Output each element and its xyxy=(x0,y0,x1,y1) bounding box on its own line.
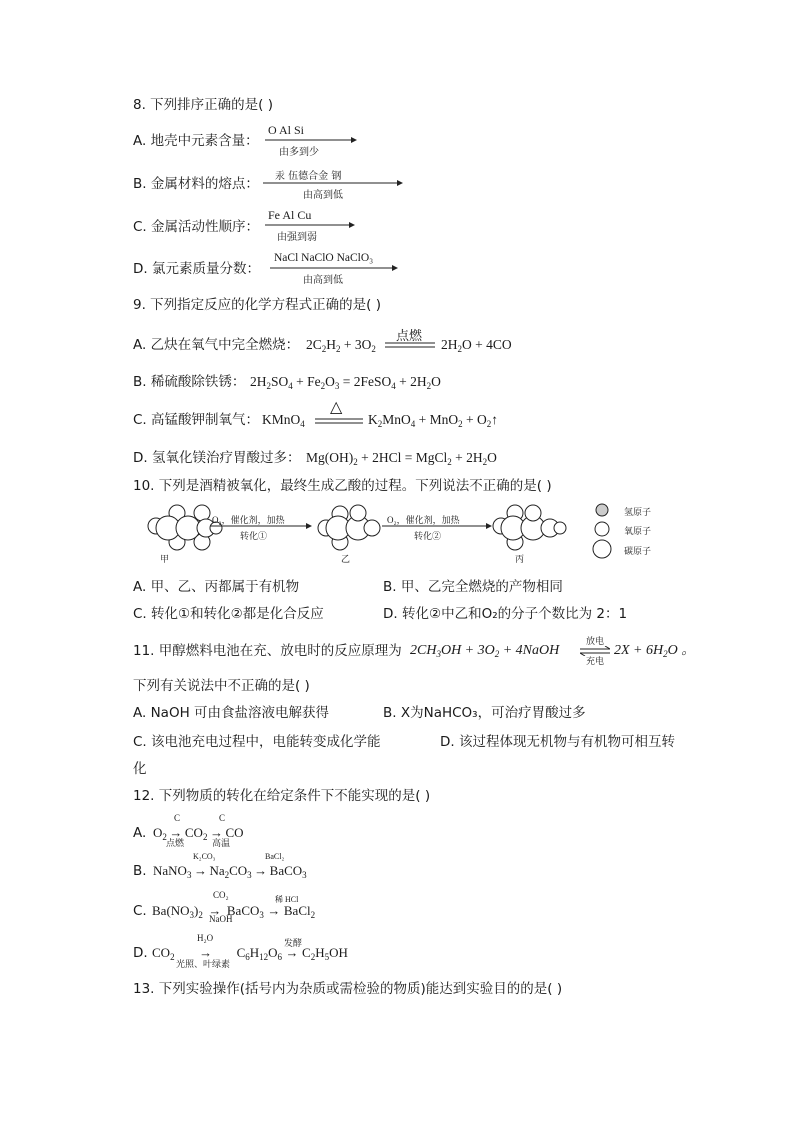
q12-stem: 12. 下列物质的转化在给定条件下不能实现的是( ) xyxy=(133,788,431,804)
q8-option-b-label: B. 金属材料的熔点： xyxy=(133,176,259,192)
q9-option-c-rhs: $K_2MnO_4 + MnO_2$ + $O_2↑$ xyxy=(368,412,499,429)
q12-option-c-b1: NaOH xyxy=(209,914,233,924)
q8-option-d-top: NaCl NaClO NaClO₃ xyxy=(274,252,374,264)
q12-option-a-b2: 高温 xyxy=(212,838,231,848)
oxygen-atom xyxy=(525,505,541,521)
q8-option-a-label: A. 地壳中元素含量： xyxy=(133,133,259,149)
q10-stem: 10. 下列是酒精被氧化，最终生成乙酸的过程。下列说法不正确的是( ) xyxy=(133,478,552,494)
q12-option-a-c1: C xyxy=(174,813,181,823)
q10-mol-yi: 乙 xyxy=(341,554,351,564)
hydrogen-atom xyxy=(364,520,380,536)
q11-discharge-label: 放电 xyxy=(586,636,605,646)
q11-equation-lhs: $2CH_3OH + 3O_2$ + 4NaOH xyxy=(410,643,560,659)
q11-option-c: C. 该电池充电过程中，电能转变成化学能 xyxy=(133,734,381,750)
q8-option-c-label: C. 金属活动性顺序： xyxy=(133,219,260,235)
q8-option-c-bottom: 由强到弱 xyxy=(277,232,317,243)
q9-option-c-lhs: KMnO$_4$ xyxy=(262,412,305,429)
q11-equation-rhs: $2X + 6H_2O$ 。 xyxy=(614,643,696,659)
q12-option-c-c2: 稀 HCl xyxy=(275,895,299,904)
q10-molecule-diagram xyxy=(130,500,670,568)
q8-option-a-bottom: 由多到少 xyxy=(279,147,319,158)
q11-option-a: A. NaOH 可由食盐溶液电解获得 xyxy=(133,705,330,721)
q10-legend-carbon: 碳原子 xyxy=(624,546,652,556)
q9-option-a-condition: 点燃 xyxy=(396,329,423,344)
q10-option-a: A. 甲、乙、丙都属于有机物 xyxy=(133,579,300,595)
q11-stem2: 下列有关说法中不正确的是( ) xyxy=(133,678,310,694)
q8-option-b-top: 汞 伍德合金 钢 xyxy=(275,171,342,182)
q8-option-c-top: Fe Al Cu xyxy=(268,208,312,222)
q10-step1-condition: O₂，催化剂，加热 xyxy=(212,515,285,525)
q12-option-c-chain: $Ba(NO_3)_2$ → BaCO$_3$ → BaCl$_2$ xyxy=(152,903,316,920)
q10-option-c: C. 转化①和转化②都是化合反应 xyxy=(133,606,324,622)
q9-option-b-label: B. 稀硫酸除铁锈： xyxy=(133,374,246,390)
q12-option-d-t1: H₂O xyxy=(197,933,214,943)
q10-legend-oxygen: 氧原子 xyxy=(624,526,652,536)
legend-hydrogen-icon xyxy=(596,504,608,516)
q12-option-a-c2: C xyxy=(219,813,226,823)
q9-option-c-condition: △ xyxy=(330,397,343,416)
q9-option-a-equals xyxy=(385,342,435,348)
legend-oxygen-icon xyxy=(595,522,609,536)
q9-option-a-rhs: $2H_2O + 4CO$ xyxy=(441,337,512,354)
q12-option-a-chain: $O_2 \to CO_2$ → CO xyxy=(153,825,244,842)
q10-step2-label: 转化② xyxy=(414,531,442,541)
q9-option-d-equation: $Mg(OH)_2 + 2HCl$ = MgCl$_2$ + $2H_2O$ xyxy=(306,450,497,467)
q12-option-b-label: B. xyxy=(133,863,147,879)
q12-option-b-c1: K₂CO₃ xyxy=(193,852,216,861)
q9-option-c-label: C. 高锰酸钾制氧气： xyxy=(133,412,260,428)
q12-option-d-label: D. xyxy=(133,945,148,961)
q12-option-d-chain: $CO_2 \to C_6H_{12}O_6 \to C_2H_5OH$ xyxy=(152,945,348,962)
q12-option-c-t1: CO₂ xyxy=(213,890,229,900)
q10-mol-jia: 甲 xyxy=(160,554,170,564)
q12-option-d-b1: 光照、叶绿素 xyxy=(176,959,231,969)
q12-option-b-chain: NaNO$_3$ → $Na_2CO_3$ → BaCO$_3$ xyxy=(153,863,307,880)
q9-option-a-lhs: $2C_2H_2 + 3O_2$ xyxy=(306,337,376,354)
q10-legend-hydrogen: 氢原子 xyxy=(624,507,652,517)
q10-option-b: B. 甲、乙完全燃烧的产物相同 xyxy=(383,579,563,595)
q8-option-b-bottom: 由高到低 xyxy=(303,190,343,201)
q10-mol-bing: 丙 xyxy=(515,554,525,564)
legend-carbon-icon xyxy=(593,540,611,558)
q12-option-b-c2: BaCl₂ xyxy=(265,852,285,861)
q12-option-a-label: A. xyxy=(133,825,147,841)
q8-option-d-bottom: 由高到低 xyxy=(303,275,343,286)
q10-step2-condition: O₂，催化剂，加热 xyxy=(387,515,460,525)
q10-option-d: D. 转化②中乙和O₂的分子个数比为 2：1 xyxy=(383,606,628,622)
q9-stem: 9. 下列指定反应的化学方程式正确的是( ) xyxy=(133,297,381,313)
q8-stem: 8. 下列排序正确的是( ) xyxy=(133,97,273,113)
oxygen-atom xyxy=(350,505,366,521)
q9-option-b-equation: $2H_2SO_4 + Fe_2O_3$ = 2FeSO$_4$ + $2H_2O$ xyxy=(250,374,441,391)
q11-stem: 11. 甲醇燃料电池在充、放电时的反应原理为 xyxy=(133,643,402,659)
q12-option-a-b1: 点燃 xyxy=(166,838,185,848)
q11-option-b: B. X为NaHCO₃，可治疗胃酸过多 xyxy=(383,705,586,721)
carbon-atom xyxy=(176,516,200,540)
hydrogen-atom xyxy=(554,522,566,534)
q11-option-d: D. 该过程体现无机物与有机物可相互转 xyxy=(440,734,675,750)
q9-option-d-label: D. 氢氧化镁治疗胃酸过多： xyxy=(133,450,301,466)
q9-option-c-equals xyxy=(315,418,363,424)
q12-option-d-c2: 发酵 xyxy=(284,938,303,948)
q9-option-a-label: A. 乙炔在氧气中完全燃烧： xyxy=(133,337,300,353)
q12-option-c-label: C. xyxy=(133,903,147,919)
hydrogen-atom xyxy=(194,505,210,521)
q11-charge-label: 充电 xyxy=(586,656,605,666)
q8-option-d-label: D. 氯元素质量分数： xyxy=(133,261,260,277)
q11-option-d-cont: 化 xyxy=(133,761,147,777)
q13-stem: 13. 下列实验操作(括号内为杂质或需检验的物质)能达到实验目的的是( ) xyxy=(133,981,563,997)
q10-step1-label: 转化① xyxy=(240,531,268,541)
q8-option-a-top: O Al Si xyxy=(268,123,305,137)
